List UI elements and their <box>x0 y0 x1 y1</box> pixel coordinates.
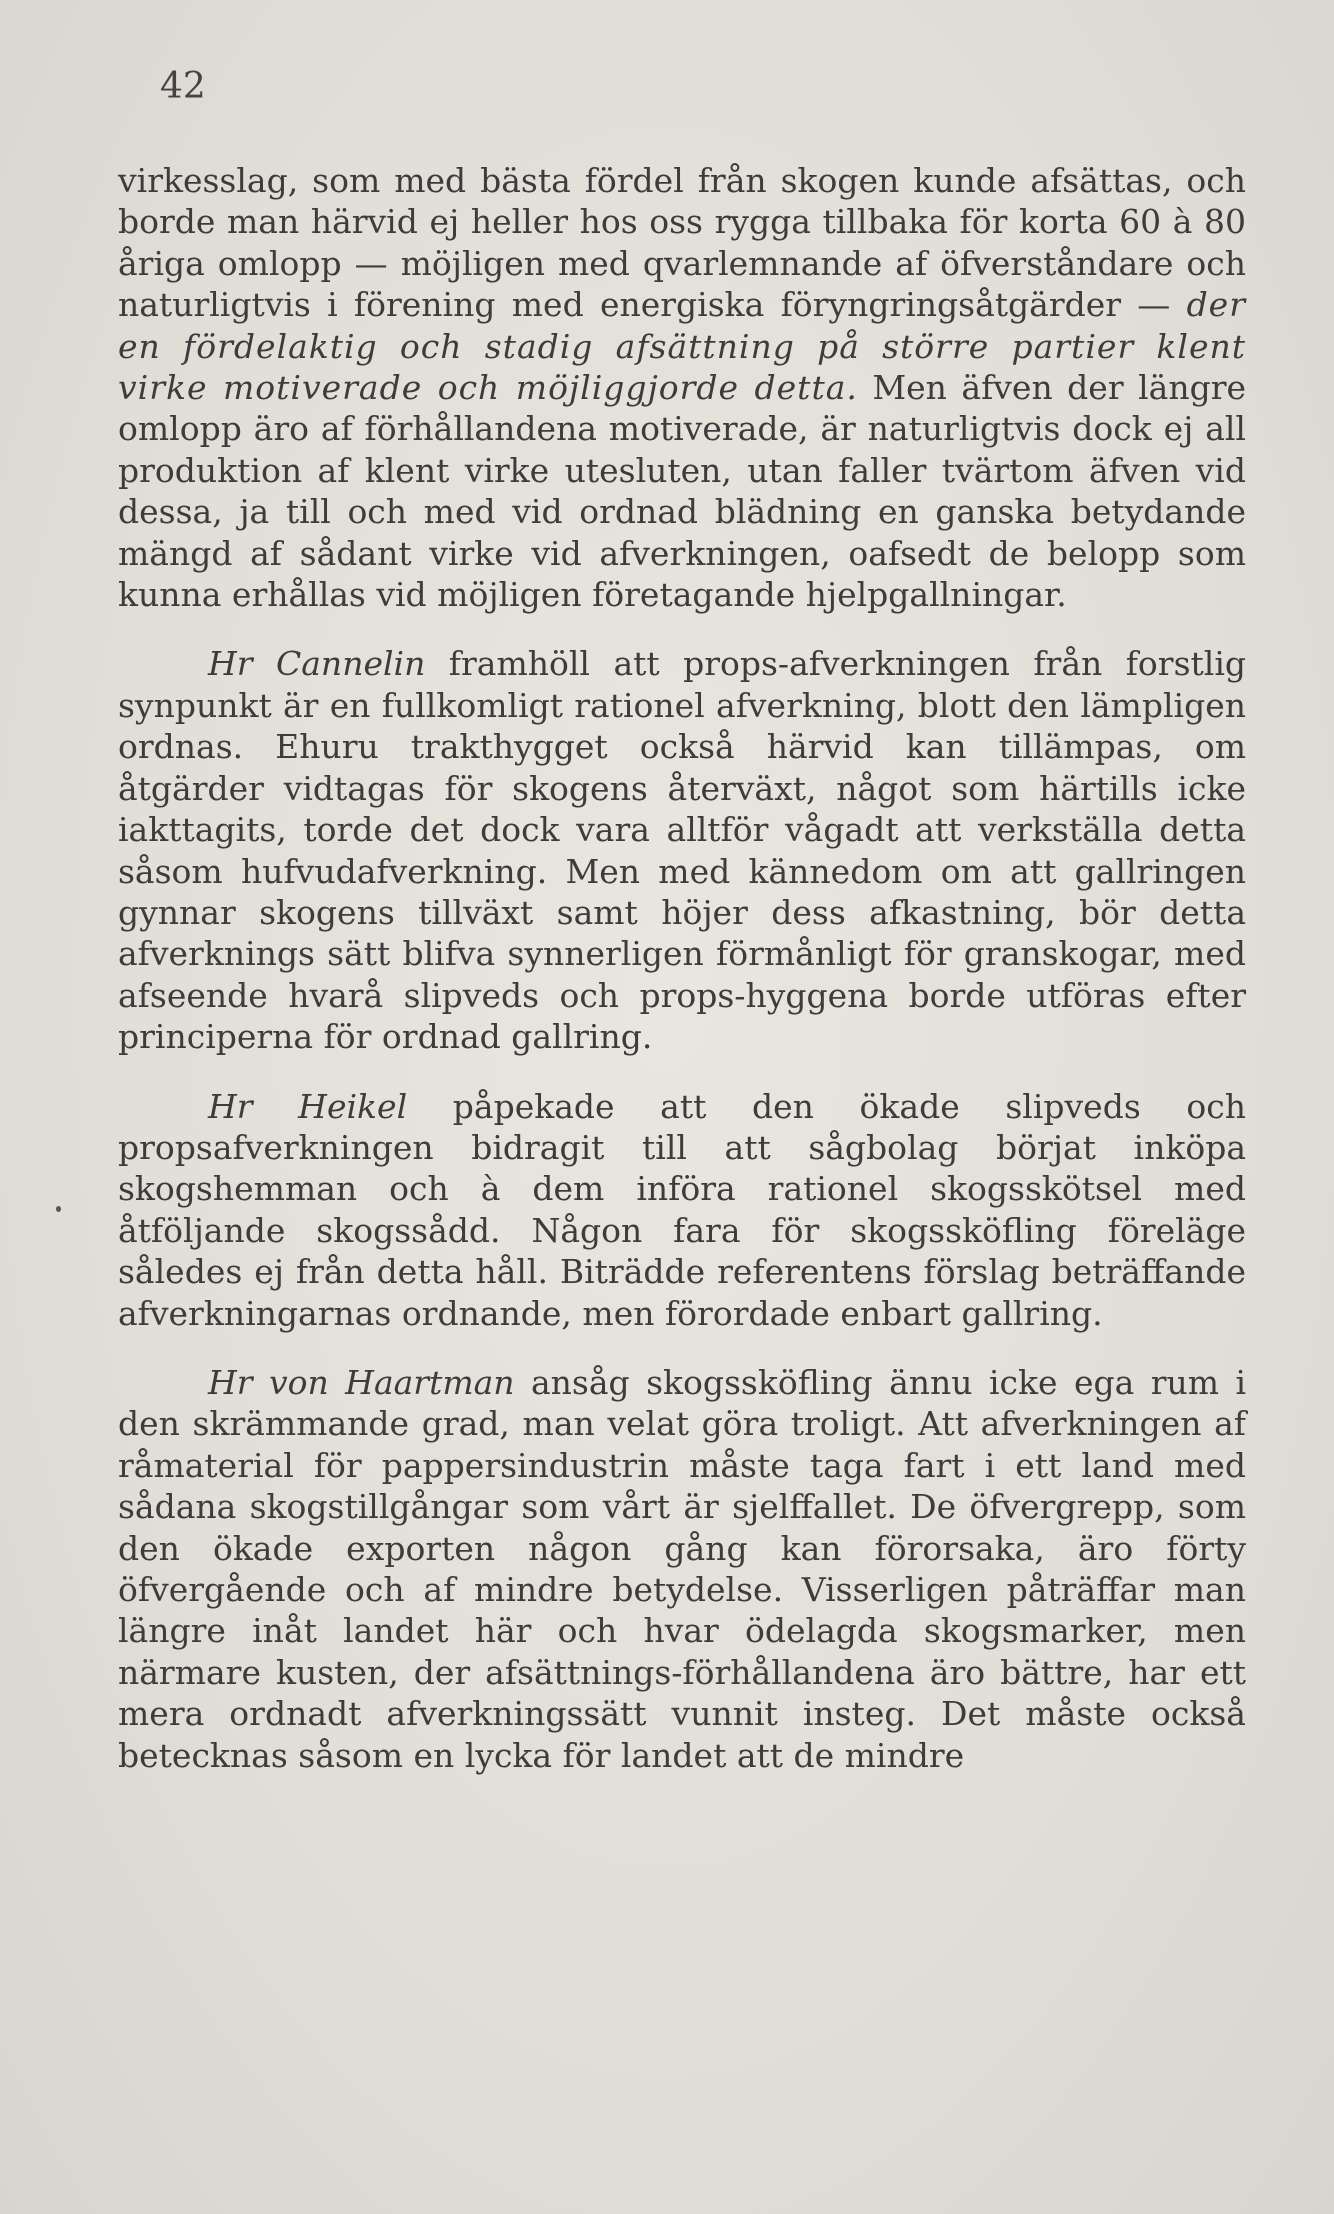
paragraph-3-text: påpekade att den ökade slipveds och propsafverkningen bidragit till att sågbolag börjat inköpa skogshemman och à dem införa rationel skogsskötsel med åtföljande skogssådd. Någon fara för skogssköfling föreläge således ej från detta håll. Biträdde referentens förslag beträffande afverkningarnas ordnande, men förordade enbart gallring. <box>118 1086 1246 1333</box>
paragraph-4 <box>118 1362 1246 1776</box>
paragraph-1-text-a: virkesslag, som med bästa fördel från skogen kunde afsättas, och borde man härvid ej heller hos oss rygga tillbaka för korta 60 à 80 åriga omlopp — möjligen med qvarlemnande af öfverståndare och naturligtvis i förening med energiska föryngringsåtgärder — <box>118 161 1246 325</box>
paragraph-4-text: ansåg skogssköfling ännu icke ega rum i den skrämmande grad, man velat göra troligt. Att afverkningen af råmaterial för pappersindustrin måste taga fart i ett land med sådana skogstillgångar som vårt är sjelffallet. De öfvergrepp, som den ökade exporten någon gång kan förorsaka, äro förty öfvergående och af mindre betydelse. Visserligen påträffar man längre inåt landet här och hvar ödelagda skogsmarker, men närmare kusten, der afsättnings-förhållandena äro bättre, har ett mera ordnadt afverkningssätt vunnit insteg. Det måste också betecknas såsom en lycka för landet att de mindre <box>118 1362 1247 1775</box>
paragraph-2 <box>118 643 1246 1057</box>
speaker-cannelin: Hr Cannelin <box>208 644 426 684</box>
margin-speck <box>56 1206 61 1212</box>
paragraph-1-emphasis: der en fördelaktig och stadig afsättning på större partier klent virke motiverade och möjliggjorde detta. <box>118 285 1246 408</box>
paragraph-1 <box>118 160 1246 615</box>
page-number: 42 <box>160 66 206 107</box>
speaker-heikel: Hr Heikel <box>208 1086 408 1126</box>
paragraph-3 <box>118 1086 1246 1334</box>
speaker-von-haartman: Hr von Haartman <box>208 1362 515 1402</box>
paragraph-2-text: framhöll att props-afverkningen från forstlig synpunkt är en fullkomligt rationel afverkning, blott den lämpligen ordnas. Ehuru trakthygget också härvid kan tillämpas, om åtgärder vidtagas för skogens återväxt, något som härtills icke iakttagits, torde det dock vara alltför vågadt att verkställa detta såsom hufvudafverkning. Men med kännedom om att gallringen gynnar skogens tillväxt samt höjer dess afkastning, bör detta afverknings sätt blifva synnerligen förmånligt för granskogar, med afseende hvarå slipveds och props-hyggena borde utföras efter principerna för ordnad gallring. <box>118 644 1246 1057</box>
paragraph-1-text-b: Men äfven der längre omlopp äro af förhållandena motiverade, är naturligtvis dock ej all produktion af klent virke utesluten, utan faller tvärtom äfven vid dessa, ja till och med vid ordnad blädning en ganska betydande mängd af sådant virke vid afverkningen, oafsedt de belopp som kunna erhållas vid möjligen företagande hjelpgallningar. <box>118 368 1246 615</box>
body-text <box>118 160 1246 1776</box>
